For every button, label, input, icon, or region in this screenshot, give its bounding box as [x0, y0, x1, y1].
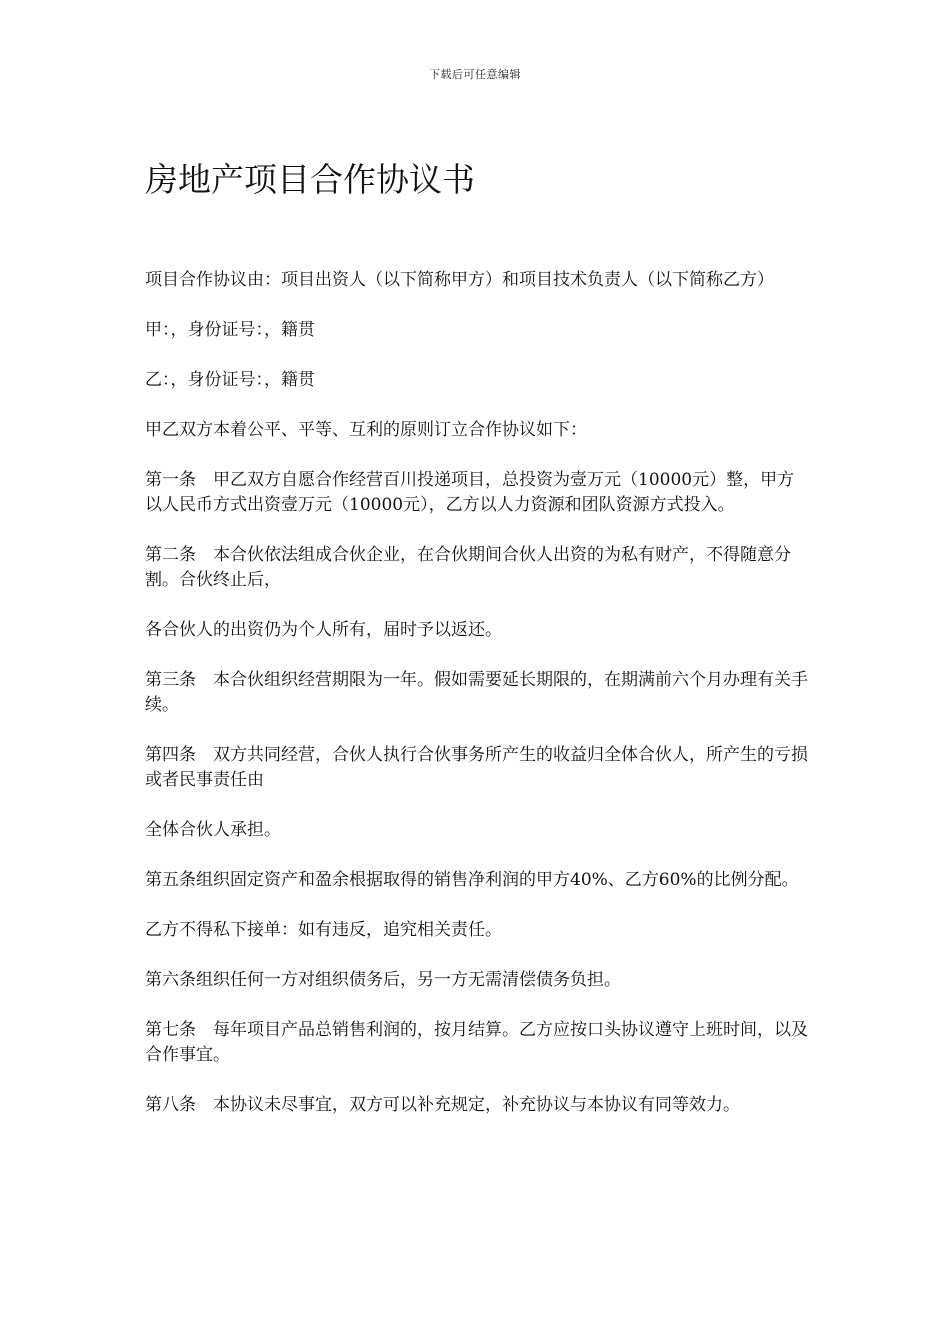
paragraph-party-b: 乙：，身份证号：，籍贯: [145, 370, 315, 390]
paragraph-article-2: 第二条 本合伙依法组成合伙企业，在合伙期间合伙人出资的为私有财产，不得随意分割。合伙终止后，: [145, 545, 791, 590]
paragraph-article-3: 第三条 本合伙组织经营期限为一年。假如需要延长期限的，在期满前六个月办理有关手续。: [145, 670, 808, 715]
paragraph-article-8: 第八条 本协议未尽事宜，双方可以补充规定，补充协议与本协议有同等效力。: [145, 1095, 740, 1115]
paragraph-intro: 项目合作协议由：项目出资人（以下简称甲方）和项目技术负责人（以下简称乙方）: [145, 270, 774, 290]
paragraph-article-1: 第一条 甲乙双方自愿合作经营百川投递项目，总投资为壹万元（10000元）整，甲方以人民币方式出资壹万元（10000元），乙方以人力资源和团队资源方式投入。: [145, 470, 795, 515]
paragraph-article-4: 第四条 双方共同经营，合伙人执行合伙事务所产生的收益归全体合伙人，所产生的亏损或者民事责任由: [145, 745, 808, 790]
paragraph-article-7: 第七条 每年项目产品总销售利润的，按月结算。乙方应按口头协议遵守上班时间，以及合作事宜。: [145, 1020, 808, 1065]
paragraph-party-a: 甲：，身份证号：，籍贯: [145, 320, 315, 340]
paragraph-principle: 甲乙双方本着公平、平等、互利的原则订立合作协议如下：: [145, 420, 587, 440]
document-title: 房地产项目合作协议书: [145, 160, 475, 199]
paragraph-article-5: 第五条组织固定资产和盈余根据取得的销售净利润的甲方40%、乙方60%的比例分配。: [145, 870, 799, 890]
paragraph-article-5-note: 乙方不得私下接单：如有违反，追究相关责任。: [145, 920, 502, 940]
header-note: 下载后可任意编辑: [429, 68, 521, 81]
paragraph-article-4-cont: 全体合伙人承担。: [145, 820, 281, 840]
paragraph-article-6: 第六条组织任何一方对组织债务后，另一方无需清偿债务负担。: [145, 970, 621, 990]
document-body: [145, 268, 810, 1118]
paragraph-article-2-cont: 各合伙人的出资仍为个人所有，届时予以返还。: [145, 620, 502, 640]
